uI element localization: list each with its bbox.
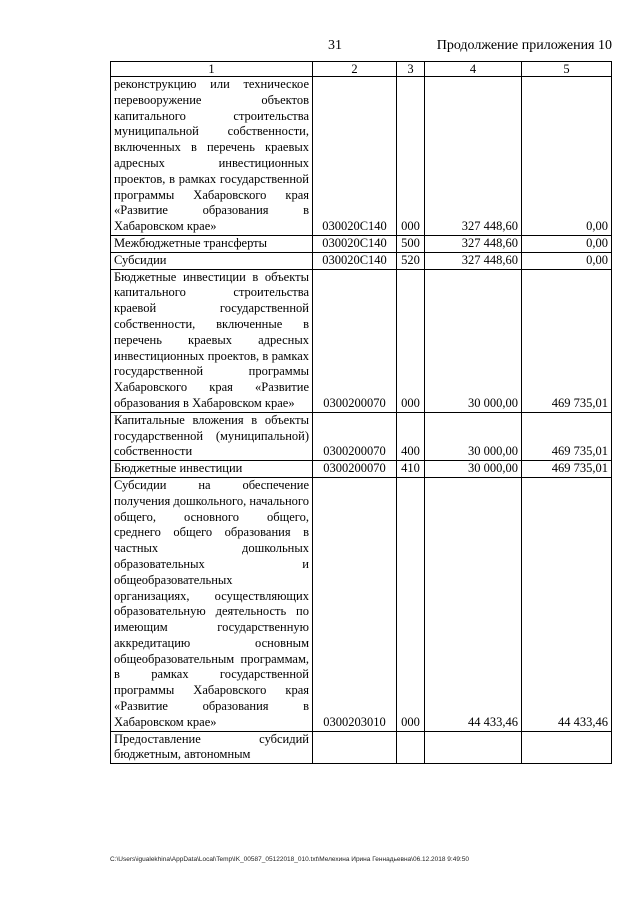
amount-1: 327 448,60 bbox=[425, 77, 522, 236]
amount-1: 30 000,00 bbox=[425, 461, 522, 478]
table-row bbox=[111, 412, 612, 460]
target-code: 030020C140 bbox=[313, 252, 397, 269]
amount-2: 0,00 bbox=[522, 252, 612, 269]
expense-type: 410 bbox=[397, 461, 425, 478]
target-code: 030020C140 bbox=[313, 235, 397, 252]
expense-type: 500 bbox=[397, 235, 425, 252]
page-number: 31 bbox=[328, 38, 342, 53]
row-description: Капитальные вложения в объекты государственной (муниципальной) собственности bbox=[111, 412, 313, 460]
row-description: Субсидии на обеспечение получения дошкольного, начального общего, основного общего, среднего общего образования в частных дошкольных образовательных и общеобразовательных организациях, осуществляющих образовательную деятельность по имеющим государственную аккредитацию основным общеобразовательным программам, в рамках государственной программы Хабаровского края «Развитие образования в Хабаровском крае» bbox=[111, 477, 313, 731]
column-header: 5 bbox=[522, 62, 612, 77]
column-header: 3 bbox=[397, 62, 425, 77]
row-description: реконструкцию или техническое перевооружение объектов капитального строительства муниципальной собственности, включенных в перечень краевых адресных инвестиционных проектов, в рамках государственной программы Хабаровского края «Развитие образования в Хабаровском крае» bbox=[111, 77, 313, 236]
amount-1: 30 000,00 bbox=[425, 412, 522, 460]
expense-type: 520 bbox=[397, 252, 425, 269]
amount-2 bbox=[522, 731, 612, 764]
amount-2: 0,00 bbox=[522, 77, 612, 236]
budget-table bbox=[110, 61, 612, 764]
amount-2: 0,00 bbox=[522, 235, 612, 252]
amount-2: 469 735,01 bbox=[522, 269, 612, 412]
target-code: 0300200070 bbox=[313, 461, 397, 478]
amount-1: 30 000,00 bbox=[425, 269, 522, 412]
table-row bbox=[111, 731, 612, 764]
target-code bbox=[313, 731, 397, 764]
expense-type bbox=[397, 731, 425, 764]
expense-type: 000 bbox=[397, 77, 425, 236]
table-row bbox=[111, 461, 612, 478]
appendix-caption: Продолжение приложения 10 bbox=[436, 38, 612, 53]
table-row bbox=[111, 269, 612, 412]
expense-type: 400 bbox=[397, 412, 425, 460]
target-code: 030020C140 bbox=[313, 77, 397, 236]
target-code: 0300203010 bbox=[313, 477, 397, 731]
column-header: 4 bbox=[425, 62, 522, 77]
column-header: 1 bbox=[111, 62, 313, 77]
row-description: Предоставление субсидий бюджетным, автономным bbox=[111, 731, 313, 764]
expense-type: 000 bbox=[397, 477, 425, 731]
row-description: Межбюджетные трансферты bbox=[111, 235, 313, 252]
expense-type: 000 bbox=[397, 269, 425, 412]
target-code: 0300200070 bbox=[313, 412, 397, 460]
amount-1 bbox=[425, 731, 522, 764]
row-description: Бюджетные инвестиции в объекты капитального строительства краевой государственной собственности, включенные в перечень краевых адресных инвестиционных проектов, в рамках государственной программы Хабаровского края «Развитие образования в Хабаровском крае» bbox=[111, 269, 313, 412]
table-row bbox=[111, 235, 612, 252]
amount-1: 327 448,60 bbox=[425, 235, 522, 252]
table-row bbox=[111, 477, 612, 731]
row-description: Бюджетные инвестиции bbox=[111, 461, 313, 478]
amount-2: 44 433,46 bbox=[522, 477, 612, 731]
table-row bbox=[111, 252, 612, 269]
file-path-footer: C:\Users\igualekhina\AppData\Local\Temp\IK_00587_05122018_010.txt\Мелехина Ирина Геннадьевна\06.12.2018 9:49:50 bbox=[110, 856, 469, 863]
table-row bbox=[111, 77, 612, 236]
amount-2: 469 735,01 bbox=[522, 461, 612, 478]
amount-1: 44 433,46 bbox=[425, 477, 522, 731]
row-description: Субсидии bbox=[111, 252, 313, 269]
column-header: 2 bbox=[313, 62, 397, 77]
amount-1: 327 448,60 bbox=[425, 252, 522, 269]
amount-2: 469 735,01 bbox=[522, 412, 612, 460]
table-header-row bbox=[111, 62, 612, 77]
target-code: 0300200070 bbox=[313, 269, 397, 412]
